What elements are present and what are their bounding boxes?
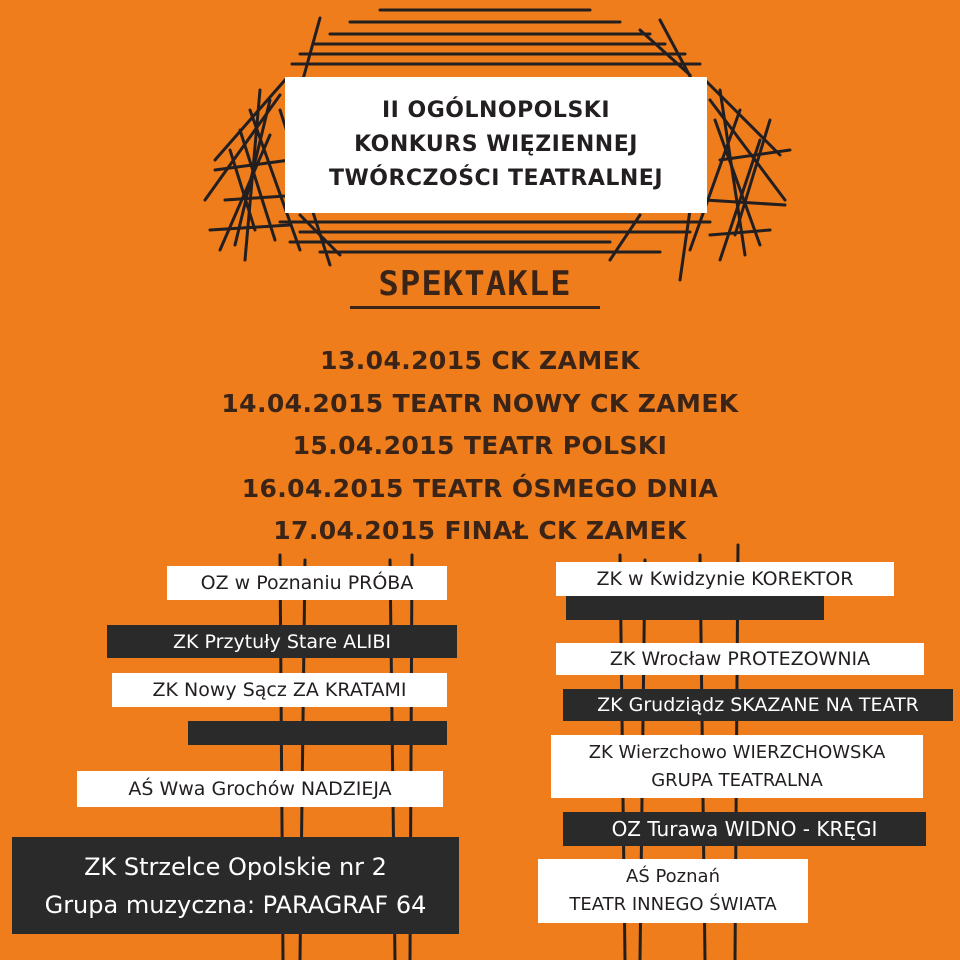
performance-label	[556, 562, 894, 596]
performance-label	[112, 673, 447, 707]
section-heading: SPEKTAKLE	[350, 262, 600, 309]
event-title-line-2: KONKURS WIĘZIENNEJ	[354, 132, 638, 157]
event-title-line-1: II OGÓLNOPOLSKI	[381, 98, 611, 123]
performance-label	[12, 837, 459, 934]
schedule-item: 15.04.2015 TEATR POLSKI	[292, 431, 668, 460]
schedule-item: 13.04.2015 CK ZAMEK	[320, 346, 640, 375]
schedule-item: 16.04.2015 TEATR ÓSMEGO DNIA	[241, 473, 719, 503]
decorative-bar	[188, 721, 447, 745]
performance-label-text: ZK Nowy Sącz ZA KRATAMI	[152, 679, 407, 701]
performance-label-text-line-2: GRUPA TEATRALNA	[651, 769, 823, 791]
performance-label	[563, 689, 953, 721]
performance-label-text: ZK Wrocław PROTEZOWNIA	[609, 648, 871, 670]
performance-label	[556, 643, 924, 675]
performance-label	[107, 625, 457, 658]
performance-label	[77, 771, 443, 807]
decorative-bar	[566, 596, 824, 620]
performance-label-text-line-1: AŚ Poznań	[626, 866, 720, 887]
performance-label-text: ZK w Kwidzynie KOREKTOR	[596, 568, 854, 590]
event-title-box	[285, 77, 707, 213]
event-title-line-3: TWÓRCZOŚCI TEATRALNEJ	[328, 166, 664, 191]
performance-label-text-line-1: ZK Wierzchowo WIERZCHOWSKA	[588, 741, 886, 763]
performance-label-text: OZ Turawa WIDNO - KRĘGI	[611, 817, 878, 841]
schedule-item: 17.04.2015 FINAŁ CK ZAMEK	[273, 516, 687, 545]
performance-label-text-line-1: ZK Strzelce Opolskie nr 2	[84, 852, 387, 881]
performance-label-text-line-2: TEATR INNEGO ŚWIATA	[569, 894, 777, 915]
performance-label-text: AŚ Wwa Grochów NADZIEJA	[128, 778, 392, 800]
performance-label-text: ZK Przytuły Stare ALIBI	[173, 630, 391, 653]
performance-label	[538, 859, 808, 923]
performance-label-text-line-2: Grupa muzyczna: PARAGRAF 64	[44, 890, 427, 919]
scribble-bottom	[280, 215, 710, 260]
performance-label-text: OZ w Poznaniu PRÓBA	[200, 572, 414, 594]
performance-label-text: ZK Grudziądz SKAZANE NA TEATR	[597, 694, 919, 716]
performance-label	[167, 566, 447, 600]
performance-label	[551, 735, 923, 798]
schedule-item: 14.04.2015 TEATR NOWY CK ZAMEK	[221, 388, 739, 418]
schedule-list	[0, 340, 960, 553]
performance-label	[563, 812, 926, 846]
